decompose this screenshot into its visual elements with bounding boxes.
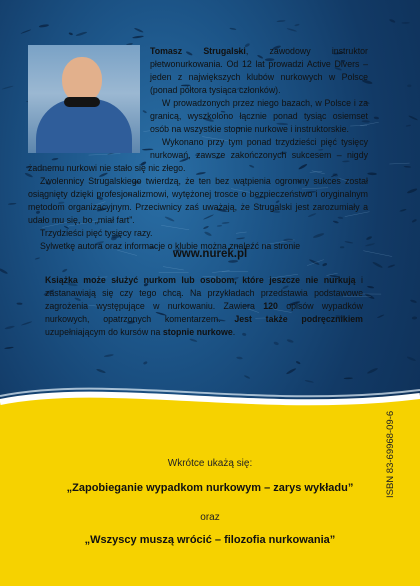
wave-divider xyxy=(0,378,420,438)
upcoming-intro: Wkrótce ukażą się: xyxy=(167,458,253,469)
bio-paragraph: Tomasz Strugalski, zawodowy instruktor płetwonurkowania. Od 12 lat prowadzi Active Divers – jeden z największych klubów nurkowych w Polsce (ponad półtora tysiąca członków). xyxy=(150,46,368,95)
bio-paragraph: W prowadzonych przez niego bazach, w Polsce i za granicą, wyszkolono łącznie ponad tysiąc osiemset osób na wszystkie stopnie nurkowe i instruktorskie. xyxy=(150,98,368,134)
upcoming-book-1: „Zapobieganie wypadkom nurkowym – zarys wykładu” xyxy=(66,482,354,494)
bio-paragraph: Sylwetkę autora oraz informacje o klubie można znaleźć na stronie xyxy=(40,241,301,251)
bio-paragraph: Trzydzieści pięć tysięcy razy. xyxy=(40,228,153,238)
author-bio xyxy=(28,45,368,253)
bio-paragraph: Wykonano przy tym ponad trzydzieści pięć tysięcy nurkowań, zawsze zakończonych sukcesem – nigdy żadnemu nurkowi nie stało się nic złego. xyxy=(28,137,368,173)
upcoming-book-2: „Wszyscy muszą wrócić – filozofia nurkowania” xyxy=(84,534,336,546)
author-name: Tomasz Strugalski xyxy=(150,46,246,56)
isbn: ISBN 83-69968-09-6 xyxy=(385,410,396,498)
upcoming-connector: oraz xyxy=(200,512,220,523)
book-description: Książka może służyć nurkom lub osobom, które jeszcze nie nurkują i zastanawiają się czy tego chcą. Na przykładach przedstawia podstawowe zagrożenia występujące w nurkowaniu. Zawiera 120 opisów wypadków nurkowych, opatrzonych komentarzem. Jest także podręcznikiem uzupełniającym do kursów na stopnie nurkowe. xyxy=(45,275,364,337)
bio-paragraph: Zwolennicy Strugalskiego twierdzą, że ten bez wątpienia ogromny sukces został osiągnięty dzięki profesjonalizmowi, wytężonej trosce o bezpieczeństwo i oryginalnym metodom organizacyjnym. Przeciwnicy zaś uważają, że Strugalski jest zarozumiały a udało mu się, bo „miał fart”. xyxy=(28,176,368,225)
website-link[interactable]: www.nurek.pl xyxy=(172,248,248,260)
author-photo xyxy=(28,45,140,153)
